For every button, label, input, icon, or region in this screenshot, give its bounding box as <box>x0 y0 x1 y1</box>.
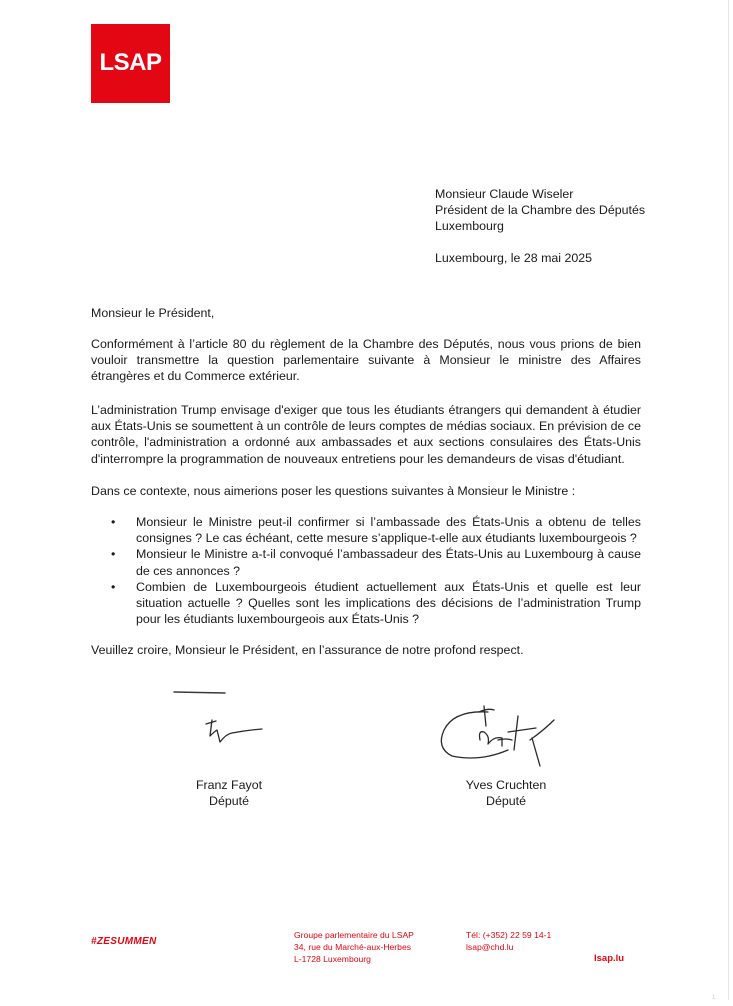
recipient-title: Président de la Chambre des Députés <box>435 203 646 218</box>
signatory-left <box>149 777 309 809</box>
footer-phone: Tél: (+352) 22 59 14-1 <box>466 930 552 940</box>
signatory-title: Député <box>486 794 526 809</box>
bullet: • <box>111 579 116 594</box>
recipient-address <box>435 186 695 235</box>
recipient-name: Monsieur Claude Wiseler <box>435 187 574 201</box>
logo-text: LSAP <box>99 49 162 77</box>
list-item <box>91 546 641 578</box>
question-text: Monsieur le Ministre peut-il confirmer si l’ambassade des États-Unis a obtenu de telles consignes ? Le cas échéant, cette mesure s’applique-t-elle aux étudiants luxembourgeois ? <box>136 515 641 546</box>
intro-paragraph: Conformément à l’article 80 du règlement de la Chambre des Députés, nous vous prions de bien vouloir transmettre la question parlementaire suivante à Monsieur le ministre des Affaires étrangères et du Commerce extérieur. <box>91 337 641 384</box>
salutation: Monsieur le Président, <box>91 306 215 320</box>
page-number: 1 <box>712 995 716 1001</box>
question-text: Combien de Luxembourgeois étudient actuellement aux États-Unis et quelle est leur situation actuelle ? Quelles sont les implications des décisions de l’administration Trump pour les étudiants luxembourgeois aux États-Unis ? <box>136 579 641 627</box>
signatory-right <box>426 777 586 809</box>
signatory-name: Yves Cruchten <box>465 778 547 792</box>
footer-website-link[interactable]: lsap.lu <box>594 953 625 964</box>
list-item <box>91 579 641 628</box>
recipient-city: Luxembourg <box>435 219 504 234</box>
page-edge <box>728 0 729 1000</box>
footer-email-link[interactable]: lsap@chd.lu <box>466 942 514 952</box>
lsap-logo <box>91 24 170 103</box>
footer-hashtag: #ZESUMMEN <box>91 936 157 947</box>
footer-address <box>294 929 414 965</box>
list-item <box>91 514 641 546</box>
bullet: • <box>111 547 116 562</box>
signature-franz-fayot <box>168 684 298 759</box>
letter-date: Luxembourg, le 28 mai 2025 <box>435 251 593 265</box>
signature-yves-cruchten <box>432 696 572 771</box>
question-text: Monsieur le Ministre a-t-il convoqué l’ambassadeur des États-Unis au Luxembourg à cause de ces annonces ? <box>136 547 641 578</box>
footer-address-line: Groupe parlementaire du LSAP <box>294 930 414 940</box>
signatory-name: Franz Fayot <box>195 778 263 792</box>
question-list <box>91 514 641 627</box>
bullet: • <box>111 515 116 529</box>
questions-intro: Dans ce contexte, nous aimerions poser les questions suivantes à Monsieur le Ministre : <box>91 484 576 498</box>
footer-address-line: 34, rue du Marché-aux-Herbes <box>294 942 412 952</box>
signatory-title: Député <box>209 794 249 809</box>
footer-address-line: L-1728 Luxembourg <box>294 954 371 964</box>
context-paragraph: L’administration Trump envisage d'exiger que tous les étudiants étrangers qui demandent à étudier aux États-Unis se soumettent à un contrôle de leurs comptes de médias sociaux. En prévision de ce contrôle, l'administration a ordonné aux ambassades et aux sections consulaires des États-Unis d'interrompre la programmation de nouveaux entretiens pour les demandeurs de visas d'étudiant. <box>91 403 641 466</box>
closing-formula: Veuillez croire, Monsieur le Président, en l’assurance de notre profond respect. <box>91 643 524 657</box>
footer-contact <box>466 929 551 953</box>
